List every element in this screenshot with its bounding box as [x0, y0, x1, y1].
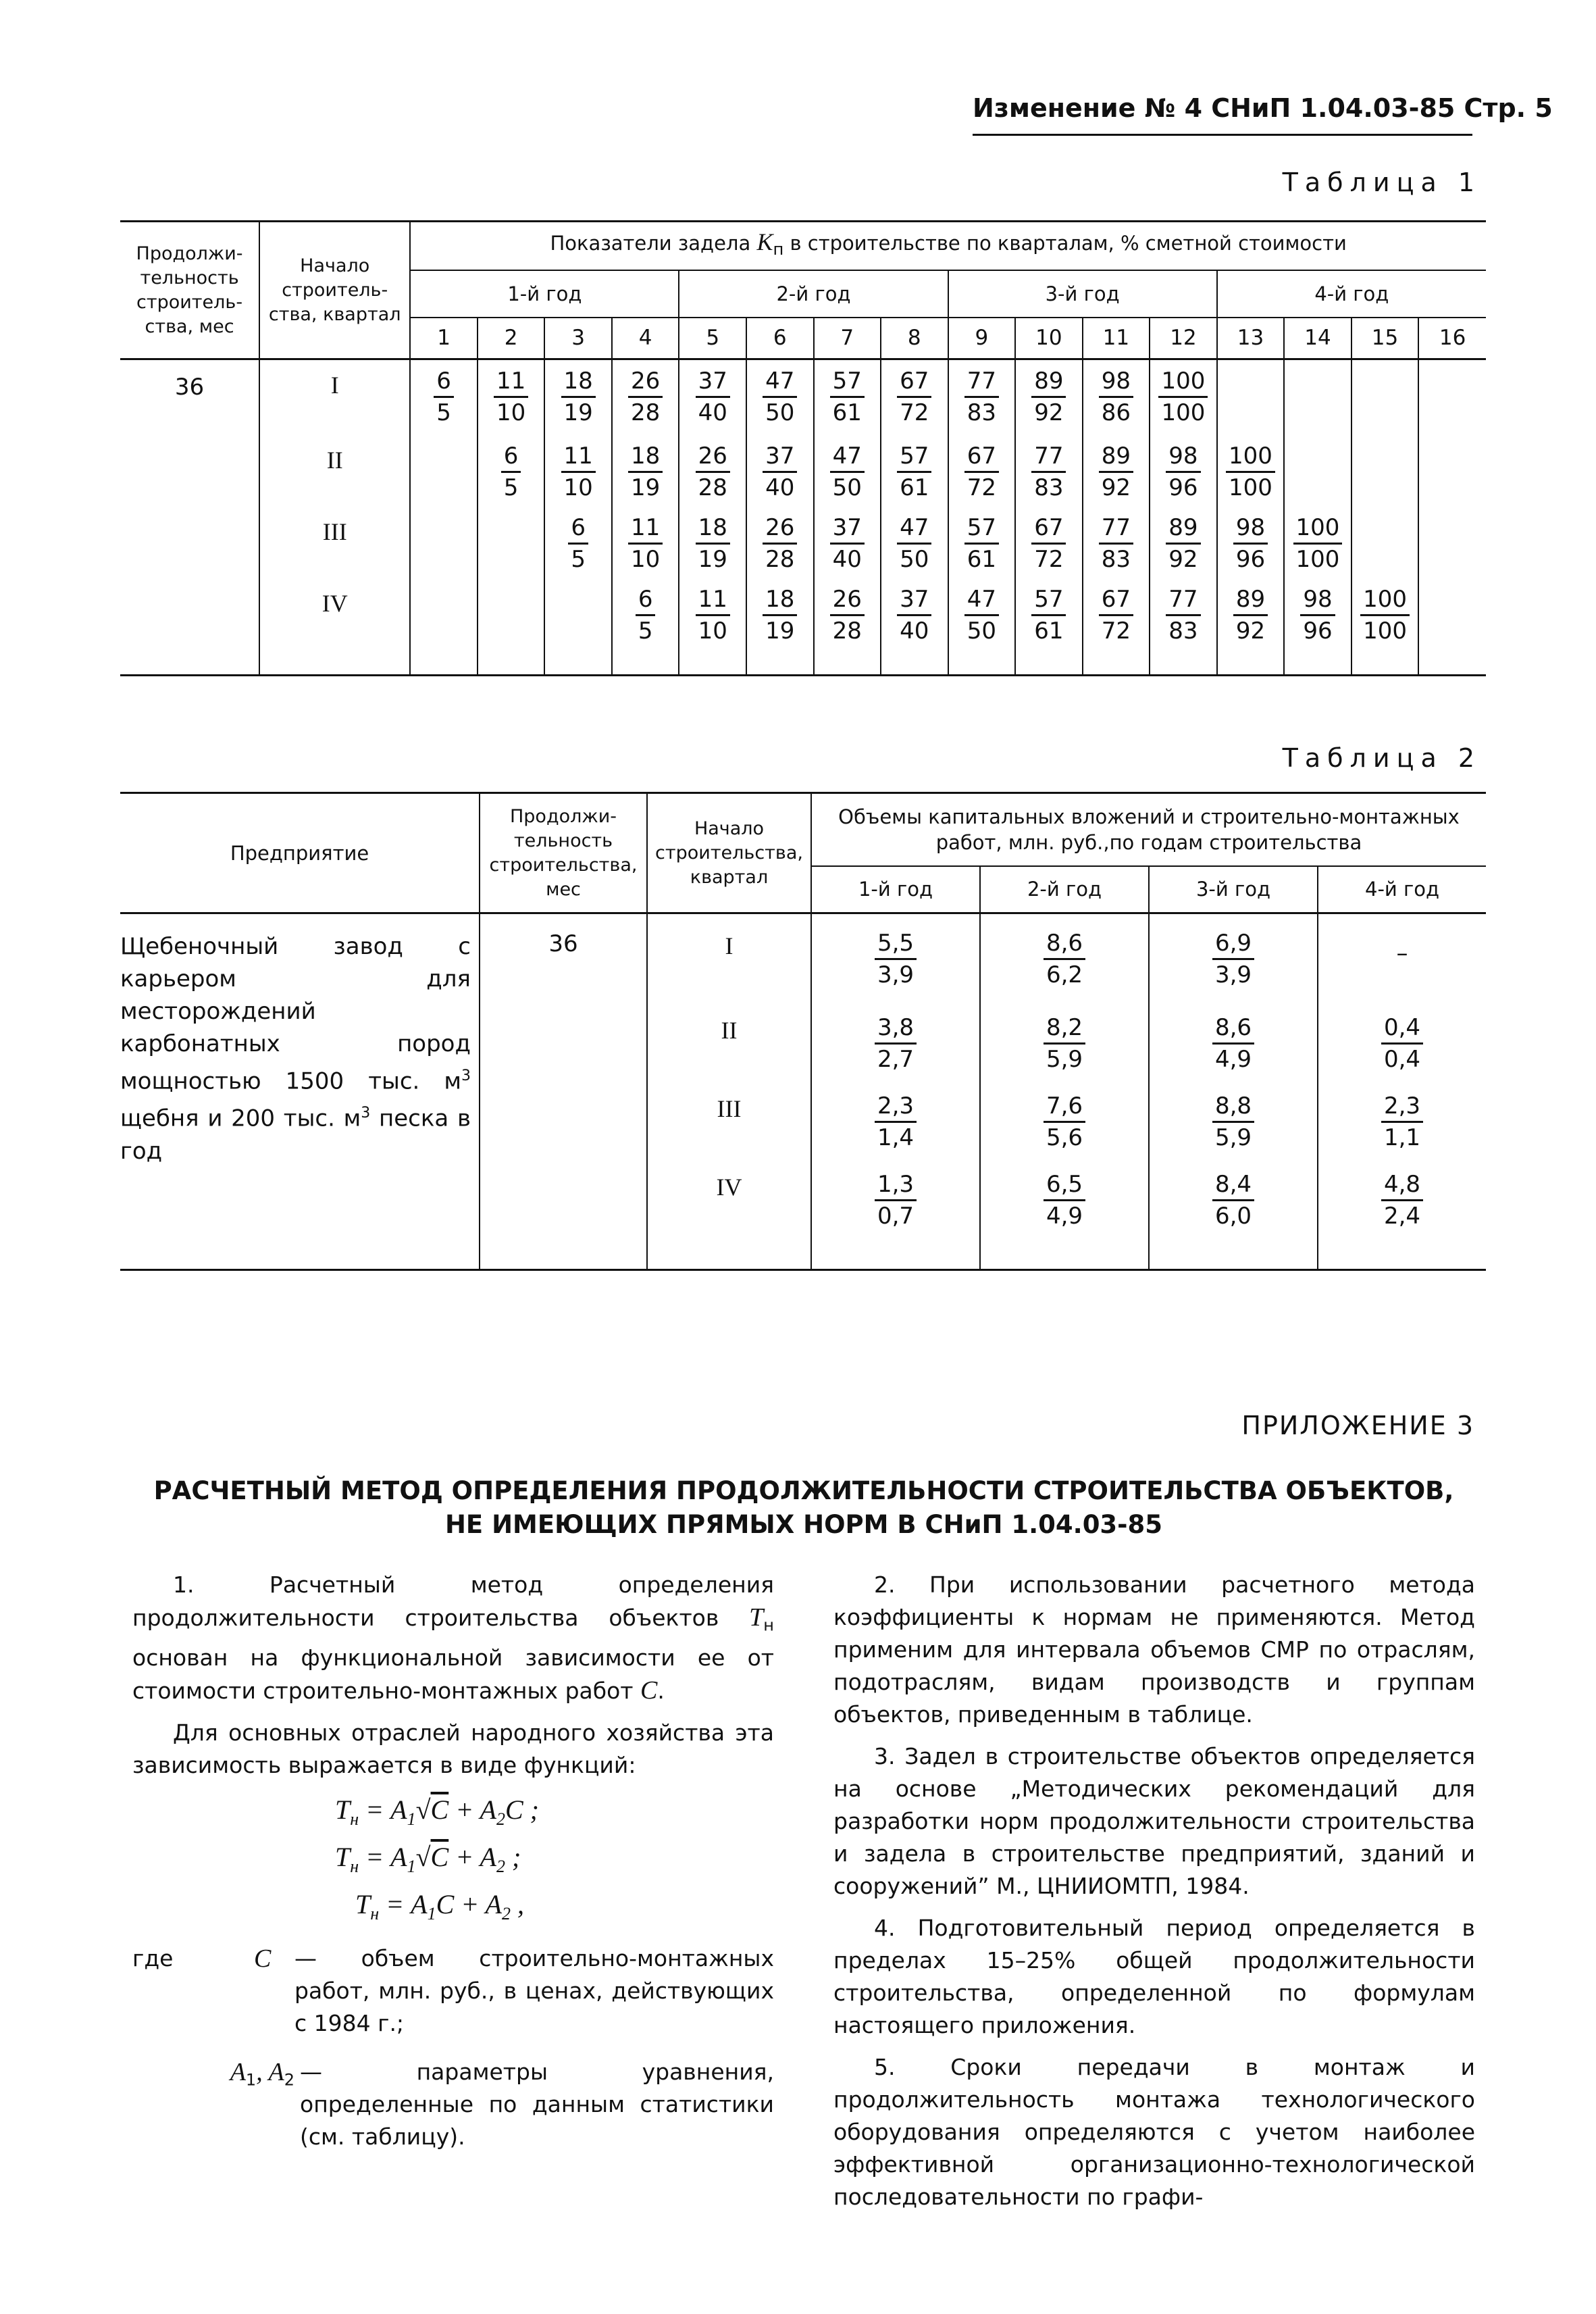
t1-cell: $\frac{67}{72}$	[1083, 578, 1150, 676]
t1-quarter-2: 2	[478, 318, 545, 359]
t2-cell: $\frac{7,6}{5,6}$	[980, 1089, 1149, 1167]
t1-cell: $\frac{37}{40}$	[679, 359, 746, 435]
t1-cell: $\frac{98}{96}$	[1217, 507, 1285, 578]
t1-cell: $\frac{11}{10}$	[612, 507, 679, 578]
t2-cell: $\frac{8,6}{4,9}$	[1149, 1011, 1318, 1089]
t2-header-enterprise: Предприятие	[120, 793, 480, 913]
t1-cell: $\frac{47}{50}$	[746, 359, 814, 435]
t1-cell: $\frac{57}{61}$	[881, 435, 948, 507]
t1-cell-empty	[410, 435, 478, 507]
formula-3: $T_н = A_1C + A_2$ ,	[355, 1888, 524, 1923]
t1-cell: $\frac{47}{50}$	[814, 435, 881, 507]
t2-year-4: 4-й год	[1318, 866, 1486, 913]
t1-cell: $\frac{47}{50}$	[881, 507, 948, 578]
t2-cell: $\frac{2,3}{1,4}$	[811, 1089, 980, 1167]
t2-header-duration: Продолжи-тельность строительства, мес	[480, 793, 647, 913]
t1-quarter-7: 7	[814, 318, 881, 359]
definition-a: $A_1$, $A_2$ — параметры уравнения, определенные по данным статистики (см. таблицу).	[230, 2057, 774, 2150]
table1-caption: Таблица 1	[1282, 168, 1481, 197]
t1-cell-empty	[1217, 359, 1285, 435]
t1-quarter-9: 9	[948, 318, 1016, 359]
t1-cell: $\frac{11}{10}$	[679, 578, 746, 676]
t1-cell-empty	[478, 507, 545, 578]
appendix-title-line2: НЕ ИМЕЮЩИХ ПРЯМЫХ НОРМ В СНиП 1.04.03-85	[444, 1510, 1163, 1539]
t1-cell-empty	[1284, 359, 1352, 435]
table1	[120, 220, 1486, 676]
paragraph-5: 5. Сроки передачи в монтаж и продолжительность монтажа технологического оборудования определяются с учетом наиболее эффективной организационно-технологической последовательности по графи-	[833, 2054, 1475, 2210]
t1-header-duration: Продолжи-тельность строитель-ства, мес	[120, 222, 259, 359]
t2-cell: $\frac{8,6}{6,2}$	[980, 913, 1149, 1011]
t1-cell-empty	[1352, 359, 1419, 435]
t1-cell-empty	[1352, 435, 1419, 507]
t1-cell: $\frac{67}{72}$	[881, 359, 948, 435]
t2-start-quarter: I	[647, 913, 811, 1011]
t2-cell: $\frac{8,4}{6,0}$	[1149, 1167, 1318, 1270]
t1-cell-empty	[1418, 435, 1486, 507]
t1-cell-empty	[1284, 435, 1352, 507]
t1-cell: $\frac{98}{96}$	[1284, 578, 1352, 676]
t1-cell-empty	[410, 507, 478, 578]
t1-cell: $\frac{11}{10}$	[478, 359, 545, 435]
t1-row	[120, 435, 1486, 507]
appendix-title-line1: РАСЧЕТНЫЙ МЕТОД ОПРЕДЕЛЕНИЯ ПРОДОЛЖИТЕЛЬНОСТИ СТРОИТЕЛЬСТВА ОБЪЕКТОВ,	[153, 1476, 1454, 1505]
t1-cell: $\frac{77}{83}$	[1083, 507, 1150, 578]
t1-quarter-5: 5	[679, 318, 746, 359]
t1-quarter-11: 11	[1083, 318, 1150, 359]
t1-cell: $\frac{37}{40}$	[814, 507, 881, 578]
formula-2: $T_н = A_1√C + A_2$ ;	[335, 1841, 521, 1876]
t1-cell: $\frac{57}{61}$	[1015, 578, 1083, 676]
t1-cell: $\frac{18}{19}$	[544, 359, 612, 435]
t2-start-quarter: III	[647, 1089, 811, 1167]
t1-cell: $\frac{89}{92}$	[1015, 359, 1083, 435]
t2-duration: 36	[480, 913, 647, 1270]
t1-cell: $\frac{100}{100}$	[1352, 578, 1419, 676]
left-column	[132, 1569, 774, 2153]
t2-cell: $\frac{1,3}{0,7}$	[811, 1167, 980, 1270]
t1-quarter-14: 14	[1284, 318, 1352, 359]
t2-cell: $\frac{8,8}{5,9}$	[1149, 1089, 1318, 1167]
t1-cell: $\frac{47}{50}$	[948, 578, 1016, 676]
t1-row	[120, 507, 1486, 578]
t1-cell: $\frac{98}{86}$	[1083, 359, 1150, 435]
t1-start-quarter: I	[259, 359, 410, 435]
t1-quarter-3: 3	[544, 318, 612, 359]
t1-quarter-13: 13	[1217, 318, 1285, 359]
t2-cell: $\frac{6,9}{3,9}$	[1149, 913, 1318, 1011]
t1-year-2: 2-й год	[679, 270, 948, 318]
t1-cell: $\frac{100}{100}$	[1284, 507, 1352, 578]
t1-year-4: 4-й год	[1217, 270, 1486, 318]
t1-header-group: Показатели задела $K_п$ в строительстве по кварталам, % сметной стоимости	[410, 222, 1486, 270]
t1-cell: $\frac{6}{5}$	[612, 578, 679, 676]
t1-quarter-6: 6	[746, 318, 814, 359]
t1-quarter-15: 15	[1352, 318, 1419, 359]
t2-start-quarter: IV	[647, 1167, 811, 1270]
t1-cell: $\frac{57}{61}$	[814, 359, 881, 435]
t2-enterprise: Щебеночный завод с карьером для месторождений карбонатных пород мощностью 1500 тыс. $м^3$ щебня и 200 тыс. $м^3$ песка в год	[120, 913, 480, 1270]
table2-caption: Таблица 2	[1282, 743, 1481, 773]
t1-cell: $\frac{6}{5}$	[410, 359, 478, 435]
t2-cell: $\frac{3,8}{2,7}$	[811, 1011, 980, 1089]
t2-cell: $\frac{5,5}{3,9}$	[811, 913, 980, 1011]
t1-cell: $\frac{67}{72}$	[1015, 507, 1083, 578]
paragraph-functions: Для основных отраслей народного хозяйства эта зависимость выражается в виде функций:	[132, 1719, 774, 1778]
t1-cell: $\frac{98}{96}$	[1150, 435, 1217, 507]
t1-quarter-16: 16	[1418, 318, 1486, 359]
t1-year-1: 1-й год	[410, 270, 679, 318]
paragraph-4: 4. Подготовительный период определяется в пределах 15–25% общей продолжительности строительства, определенной по формулам настоящего приложения.	[833, 1915, 1475, 2038]
t1-start-quarter: II	[259, 435, 410, 507]
t2-cell: $\frac{2,3}{1,1}$	[1318, 1089, 1486, 1167]
t1-cell: $\frac{26}{28}$	[814, 578, 881, 676]
t1-cell: $\frac{77}{83}$	[1015, 435, 1083, 507]
t1-cell: $\frac{18}{19}$	[612, 435, 679, 507]
t1-cell: $\frac{37}{40}$	[881, 578, 948, 676]
t2-cell: $\frac{8,2}{5,9}$	[980, 1011, 1149, 1089]
t1-cell-empty	[1352, 507, 1419, 578]
t1-cell: $\frac{89}{92}$	[1217, 578, 1285, 676]
t1-cell: $\frac{18}{19}$	[746, 578, 814, 676]
t1-row	[120, 359, 1486, 435]
t1-quarter-8: 8	[881, 318, 948, 359]
t2-row	[120, 913, 1486, 1011]
t1-cell-empty	[1418, 578, 1486, 676]
t1-cell: $\frac{18}{19}$	[679, 507, 746, 578]
t1-cell: $\frac{26}{28}$	[746, 507, 814, 578]
header-rule	[973, 134, 1472, 136]
page-header: Изменение № 4 СНиП 1.04.03-85 Стр. 5	[973, 93, 1553, 123]
t1-cell: $\frac{11}{10}$	[544, 435, 612, 507]
t2-cell: $\frac{4,8}{2,4}$	[1318, 1167, 1486, 1270]
t1-quarter-4: 4	[612, 318, 679, 359]
appendix-label: ПРИЛОЖЕНИЕ 3	[1241, 1411, 1474, 1440]
t1-quarter-12: 12	[1150, 318, 1217, 359]
t1-cell: $\frac{77}{83}$	[1150, 578, 1217, 676]
t1-cell: $\frac{57}{61}$	[948, 507, 1016, 578]
t1-cell: $\frac{89}{92}$	[1083, 435, 1150, 507]
t1-cell: $\frac{67}{72}$	[948, 435, 1016, 507]
t2-header-start: Начало строительства, квартал	[647, 793, 811, 913]
paragraph-3: 3. Задел в строительстве объектов определяется на основе „Методических рекомендаций для разработки норм продолжительности строительства и задела в строительстве предприятий, зданий и сооружений” М., ЦНИИОМТП, 1984.	[833, 1743, 1475, 1899]
t1-row	[120, 578, 1486, 676]
t2-cell: $\frac{6,5}{4,9}$	[980, 1167, 1149, 1270]
t1-cell-empty	[544, 578, 612, 676]
t1-cell: $\frac{77}{83}$	[948, 359, 1016, 435]
t2-cell-dash: –	[1396, 940, 1408, 967]
formula-1: $T_н = A_1√C + A_2C$ ;	[335, 1794, 539, 1829]
paragraph-2: 2. При использовании расчетного метода коэффициенты к нормам не применяются. Метод применим для интервала объемов СМР по отраслям, подотраслям, видам производств и группам объектов, приведенным в таблице.	[833, 1571, 1475, 1728]
t1-year-3: 3-й год	[948, 270, 1217, 318]
t2-start-quarter: II	[647, 1011, 811, 1089]
t1-cell-empty	[1418, 507, 1486, 578]
paragraph-1: 1. Расчетный метод определения продолжительности строительства объектов $T_н$ основан на функциональной зависимости ее от стоимости строительно-монтажных работ C.	[132, 1571, 774, 1705]
t1-cell-empty	[478, 578, 545, 676]
right-column	[833, 1569, 1475, 2223]
t1-start-quarter: IV	[259, 578, 410, 676]
t1-cell: $\frac{100}{100}$	[1217, 435, 1285, 507]
definition-c: где C — объем строительно-монтажных работ, млн. руб., в ценах, действующих с 1984 г.;	[132, 1944, 774, 2036]
t1-cell: $\frac{89}{92}$	[1150, 507, 1217, 578]
t1-cell: $\frac{100}{100}$	[1150, 359, 1217, 435]
t1-cell: $\frac{26}{28}$	[679, 435, 746, 507]
t2-header-group: Объемы капитальных вложений и строительно-монтажных работ, млн. руб.,по годам строительства	[811, 793, 1486, 866]
t1-cell: $\frac{26}{28}$	[612, 359, 679, 435]
t2-year-1: 1-й год	[811, 866, 980, 913]
t1-cell-empty	[1418, 359, 1486, 435]
t1-cell-empty	[410, 578, 478, 676]
t1-cell: $\frac{6}{5}$	[544, 507, 612, 578]
t1-quarter-1: 1	[410, 318, 478, 359]
table2	[120, 792, 1486, 1271]
t1-header-start: Начало строитель-ства, квартал	[259, 222, 410, 359]
t2-cell: $\frac{0,4}{0,4}$	[1318, 1011, 1486, 1089]
t2-year-2: 2-й год	[980, 866, 1149, 913]
t1-cell: $\frac{6}{5}$	[478, 435, 545, 507]
t2-year-3: 3-й год	[1149, 866, 1318, 913]
t1-duration: 36	[120, 359, 259, 676]
t1-quarter-10: 10	[1015, 318, 1083, 359]
t1-start-quarter: III	[259, 507, 410, 578]
t1-cell: $\frac{37}{40}$	[746, 435, 814, 507]
